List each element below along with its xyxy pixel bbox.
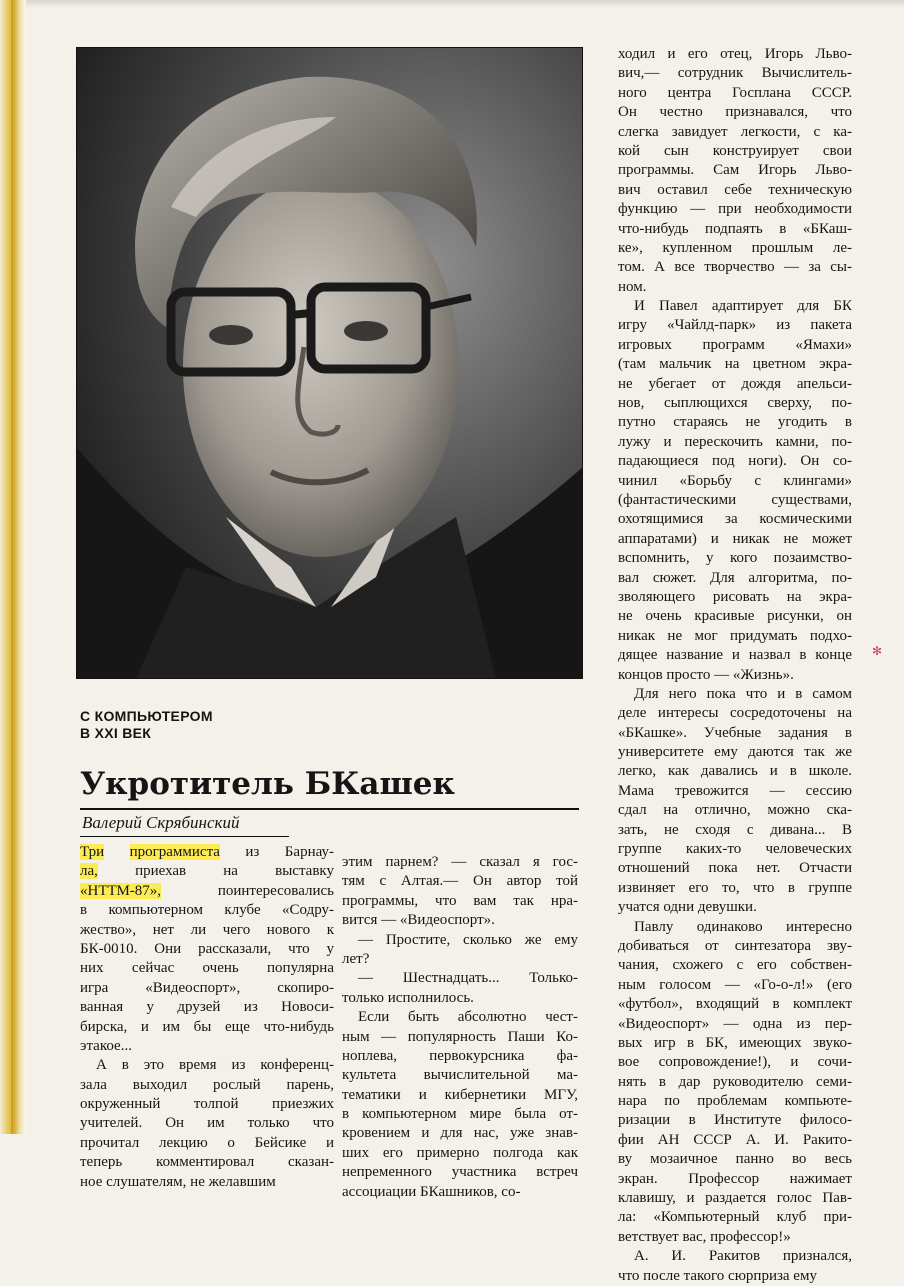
text-line: клавишу, и раздается голос Пав-: [618, 1190, 852, 1207]
text-line: охотящимися за космическими: [618, 511, 852, 528]
text-line: ванная у друзей из Новоси-: [80, 999, 334, 1016]
text-line: добиваться от синтезатора зву-: [618, 937, 852, 954]
text-line: нять в дар руководителю семи-: [618, 1073, 852, 1090]
text-line: что после такого сюрприза ему: [618, 1267, 817, 1284]
text-line: ным голосом — «Го-о-л!» (его: [618, 976, 852, 993]
article-headline: Укротитель БКашек: [80, 766, 455, 802]
text-line: «БКашке». Учебные задания в: [618, 724, 852, 741]
text-line: ке», купленном прошлым ле-: [618, 239, 852, 256]
text-line: концов просто — «Жизнь».: [618, 666, 794, 683]
text-line: экран. Профессор нажимает: [618, 1170, 852, 1187]
author-byline: Валерий Скрябинский: [82, 813, 240, 832]
text-column-middle: [342, 853, 578, 1202]
text-line: падающиеся под ноги). Он со-: [618, 453, 852, 470]
text-line: ассоциации БКашников, со-: [342, 1183, 521, 1200]
text-line: вал сюжет. Для алгоритма, по-: [618, 569, 852, 586]
text-line: кой сын конструирует свои: [618, 142, 852, 159]
page-top-edge: [0, 0, 904, 8]
text-line: легко, как давались и в школе.: [618, 763, 852, 780]
text-line: (там мальчик на цветном экра-: [618, 356, 852, 373]
text-line: ным — популярность Паши Ко-: [342, 1028, 578, 1045]
text-line: жество», нет ли чего нового к: [80, 921, 334, 938]
highlighted-word: Три: [80, 844, 105, 860]
text-line: сдал на отлично, можно ска-: [618, 802, 852, 819]
text-line: ву мозаичное панно во весь: [618, 1151, 852, 1168]
text-line: лет?: [342, 950, 370, 967]
text-line: нара по проблемам компьюте-: [618, 1093, 852, 1110]
text-line: «НТТМ-87», поинтересовались: [80, 882, 334, 899]
text-line: никак не мог придумать подхо-: [618, 627, 852, 644]
text-line: ное слушателям, не желавшим: [80, 1173, 276, 1190]
text-line: учителей. Он им только что: [80, 1115, 334, 1132]
text-line: аппаратами) и никак не может: [618, 530, 852, 547]
text-line: зала выходил рослый парень,: [80, 1076, 334, 1093]
text-line: не очень красивые рисунки, он: [618, 608, 852, 625]
text-line: не убегает от дождя апельси-: [618, 375, 852, 392]
text-line: вич оставил себе техническую: [618, 181, 852, 198]
text-line: чинил «Борьбу с клингами»: [618, 472, 852, 489]
text-line: непременного участника встреч: [342, 1164, 578, 1181]
text-line: — Простите, сколько же ему: [358, 931, 578, 948]
section-label-line: С КОМПЬЮТЕРОМ: [80, 708, 213, 724]
text-line: отношений пока нет. Отчасти: [618, 860, 852, 877]
text-line: зволяющего рисовать на экра-: [618, 588, 852, 605]
text-line: программы. Сам Игорь Льво-: [618, 162, 852, 179]
text-line: в компьютерном мире была от-: [342, 1106, 578, 1123]
text-line: вич,— сотрудник Вычислитель-: [618, 65, 852, 82]
ink-mark-icon: ✻: [872, 644, 883, 658]
text-line: вспомнить, у кого позаимство-: [618, 550, 852, 567]
text-line: этакое...: [80, 1037, 132, 1054]
text-line: Если быть абсолютно чест-: [358, 1009, 578, 1026]
text-line: лужу и перескочить камни, по-: [618, 433, 852, 450]
text-line: Для него пока что и в самом: [634, 685, 852, 702]
highlighted-word: программиста: [129, 844, 220, 860]
binding-staple-line: [11, 0, 13, 1134]
text-line: путно стараясь не угодить в: [618, 414, 852, 431]
text-line: А. И. Ракитов признался,: [634, 1248, 852, 1265]
text-line: фии АН СССР А. И. Ракито-: [618, 1131, 852, 1148]
text-line: игровых программ «Ямахи»: [618, 336, 852, 353]
text-column-right: [618, 45, 852, 1286]
text-line: «Видеоспорт» — одна из пер-: [618, 1015, 852, 1032]
text-line: группе каких-то человеческих: [618, 841, 852, 858]
text-line: чания, схожего с его собствен-: [618, 957, 852, 974]
text-line: бирска, и им бы еще что-нибудь: [80, 1018, 334, 1035]
section-label-line: В XXI ВЕК: [80, 725, 152, 741]
portrait-photo: [76, 47, 583, 679]
text-line: нов, сыплющихся сверху, по-: [618, 395, 852, 412]
text-line: тям с Алтая.— Он автор той: [342, 873, 578, 890]
text-line: тематики и кибернетики МГУ,: [342, 1086, 578, 1103]
text-line: зать, не сходя с дивана... В: [618, 821, 852, 838]
text-line: ходил и его отец, Игорь Льво-: [618, 46, 852, 62]
text-line: университете ему даются так же: [618, 744, 852, 761]
text-line: вое сопровождение!), и сочи-: [618, 1054, 852, 1071]
text-line: прочитал лекцию о Бейсике и: [80, 1134, 334, 1151]
magazine-binding: [0, 0, 26, 1134]
text-line: ризации в Институте филосо-: [618, 1112, 852, 1129]
text-line: только исполнилось.: [342, 989, 474, 1006]
text-line: в компьютерном клубе «Содру-: [80, 902, 334, 919]
text-line: программы, что вам так нра-: [342, 892, 578, 909]
text-line: И Павел адаптирует для БК: [634, 298, 852, 315]
headline-rule: [80, 808, 579, 810]
text-line: БК-0010. Они рассказали, что у: [80, 940, 334, 957]
text-line: извиняет его то, что в группе: [618, 879, 852, 896]
text-line: ного центра Госплана СССР.: [618, 84, 852, 101]
byline-rule: [80, 836, 289, 837]
text-line: ном.: [618, 278, 647, 295]
text-line: вых игр в БК, имеющих звуко-: [618, 1034, 852, 1051]
text-line: А в это время из конференц-: [96, 1057, 334, 1074]
text-line: окруженный толпой приезжих: [80, 1096, 334, 1113]
text-line: игру «Чайлд-парк» из пакета: [618, 317, 852, 334]
text-line: Павлу одинаково интересно: [634, 918, 852, 935]
text-line: дящее название и назвал в конце: [618, 647, 852, 664]
text-line: культета вычислительной ма-: [342, 1067, 578, 1084]
text-column-left: [80, 843, 334, 1192]
text-line: что-нибудь подпаять в «БКаш-: [618, 220, 852, 237]
text-line: игра «Видеоспорт», скопиро-: [80, 979, 334, 996]
text-line: ла: «Компьютерный клуб при-: [618, 1209, 852, 1226]
text-line: теперь комментировал сказан-: [80, 1154, 334, 1171]
text-line: учатся одни девушки.: [618, 899, 757, 916]
text-line: функцию — при необходимости: [618, 201, 852, 218]
text-line: ла, приехав на выставку: [80, 863, 334, 880]
portrait-illustration: [76, 47, 583, 679]
text-line: этим парнем? — сказал я гос-: [342, 854, 578, 870]
text-line: слегка завидует легкости, с ка-: [618, 123, 852, 140]
text-line: деле интересы сосредоточены на: [618, 705, 852, 722]
text-line: кровением и для нас, уже знав-: [342, 1125, 578, 1142]
text-line: ноплева, первокурсника фа-: [342, 1047, 578, 1064]
text-line: «футбол», входящий в комплект: [618, 996, 852, 1013]
highlighted-word: ла,: [80, 863, 98, 880]
text-line: Он честно признавался, что: [618, 104, 852, 121]
text-line: — Шестнадцать... Только-: [358, 970, 578, 987]
highlighted-word: «НТТМ-87»,: [80, 882, 162, 899]
text-line: Мама тревожится — сессию: [618, 782, 852, 799]
text-line: ших его примерно полгода как: [342, 1144, 578, 1161]
text-line: ветствует вас, профессор!»: [618, 1228, 791, 1245]
section-label: [80, 708, 340, 742]
text-line: них сейчас очень популярна: [80, 960, 334, 977]
text-line: вится — «Видеоспорт».: [342, 912, 495, 929]
text-line: (фантастическими существами,: [618, 491, 852, 508]
text-line: том. А все творчество — за сы-: [618, 259, 852, 276]
text-line: Три программиста из Барнау-: [80, 844, 334, 860]
